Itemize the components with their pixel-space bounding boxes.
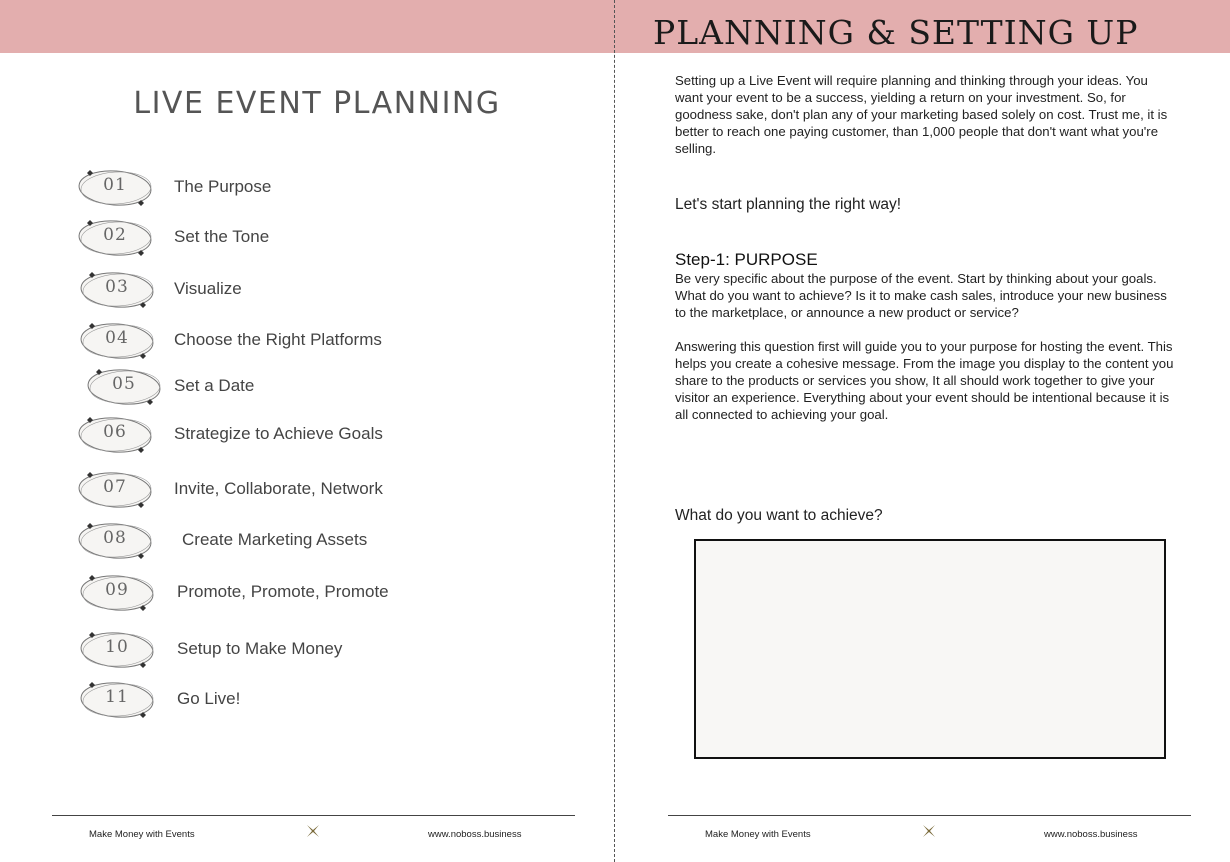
item-number: 09: [105, 580, 129, 600]
item-number: 03: [105, 277, 129, 297]
right-page-title: PLANNING & SETTING UP: [653, 13, 1139, 52]
toc-item-02[interactable]: [78, 215, 269, 259]
toc-item-09[interactable]: [78, 570, 389, 614]
number-oval: [78, 416, 152, 452]
toc-item-11[interactable]: [78, 677, 240, 721]
number-oval: [78, 471, 152, 507]
answer-box[interactable]: [694, 539, 1166, 759]
table-of-contents: [0, 0, 614, 760]
toc-item-06[interactable]: [78, 412, 383, 456]
toc-label: The Purpose: [174, 177, 272, 196]
number-oval: [80, 322, 154, 358]
number-oval: [87, 368, 161, 404]
right-footer-title: Make Money with Events: [705, 829, 811, 840]
number-oval: [80, 574, 154, 610]
step-title: Step-1: PURPOSE: [675, 250, 818, 269]
left-page-title: LIVE EVENT PLANNING: [133, 86, 501, 121]
right-footer-url[interactable]: www.noboss.business: [1044, 829, 1138, 840]
toc-label: Invite, Collaborate, Network: [174, 479, 383, 498]
item-number: 02: [103, 225, 127, 245]
item-number: 06: [103, 422, 127, 442]
item-number: 05: [112, 374, 136, 394]
toc-item-10[interactable]: [78, 627, 342, 671]
question-label: What do you want to achieve?: [675, 507, 883, 524]
toc-label: Set a Date: [174, 376, 255, 395]
item-number: 10: [105, 637, 129, 657]
lets-start-heading: Let's start planning the right way!: [675, 196, 902, 213]
right-footer-rule: [668, 815, 1191, 816]
toc-label: Visualize: [174, 279, 242, 298]
intro-paragraph: Setting up a Live Event will require planning and thinking through your ideas. You want your event to be a success, yielding a return on your investment. So, for goodness sake, don't plan any of your marketing based solely on cost. Trust me, it is better to reach one paying customer, than 1,000 people that don't want what you're selling.: [675, 73, 1168, 156]
item-number: 08: [103, 528, 127, 548]
page-divider: [614, 0, 615, 862]
number-oval: [80, 631, 154, 667]
item-number: 07: [103, 477, 127, 497]
right-page: [616, 0, 1230, 862]
toc-item-07[interactable]: [78, 467, 383, 511]
toc-label: Strategize to Achieve Goals: [174, 424, 383, 443]
item-number: 04: [105, 328, 129, 348]
left-page: [0, 0, 614, 862]
toc-item-03[interactable]: [78, 267, 242, 311]
toc-label: Create Marketing Assets: [182, 530, 368, 549]
four-point-star-icon: [922, 824, 936, 838]
toc-label: Setup to Make Money: [177, 639, 343, 658]
number-oval: [78, 522, 152, 558]
left-footer-title: Make Money with Events: [89, 829, 195, 840]
left-footer-url[interactable]: www.noboss.business: [428, 829, 522, 840]
toc-label: Set the Tone: [174, 227, 270, 246]
toc-item-04[interactable]: [78, 318, 382, 362]
number-oval: [80, 681, 154, 717]
toc-label: Go Live!: [177, 689, 241, 708]
toc-item-05[interactable]: [78, 364, 254, 408]
item-number: 01: [103, 175, 127, 195]
four-point-star-icon: [306, 824, 320, 838]
number-oval: [80, 271, 154, 307]
toc-item-01[interactable]: [78, 165, 271, 209]
number-oval: [78, 169, 152, 205]
toc-label: Choose the Right Platforms: [174, 330, 382, 349]
step-paragraph-2: Answering this question first will guide you to your purpose for hosting the event. This helps you create a cohesive message. From the image you display to the content you share to the products or services you show, It all should work together to give your visitor an experience. Everything about your event should be intentional because it is all connected to achieving your goal.: [675, 339, 1174, 422]
toc-label: Promote, Promote, Promote: [177, 582, 389, 601]
left-footer-rule: [52, 815, 575, 816]
step-paragraph-1: Be very specific about the purpose of the event. Start by thinking about your goals. What do you want to achieve? Is it to make cash sales, introduce your new business to the marketplace, or announce a new product or service?: [675, 271, 1167, 320]
item-number: 11: [105, 687, 129, 707]
toc-item-08[interactable]: [78, 518, 367, 562]
number-oval: [78, 219, 152, 255]
